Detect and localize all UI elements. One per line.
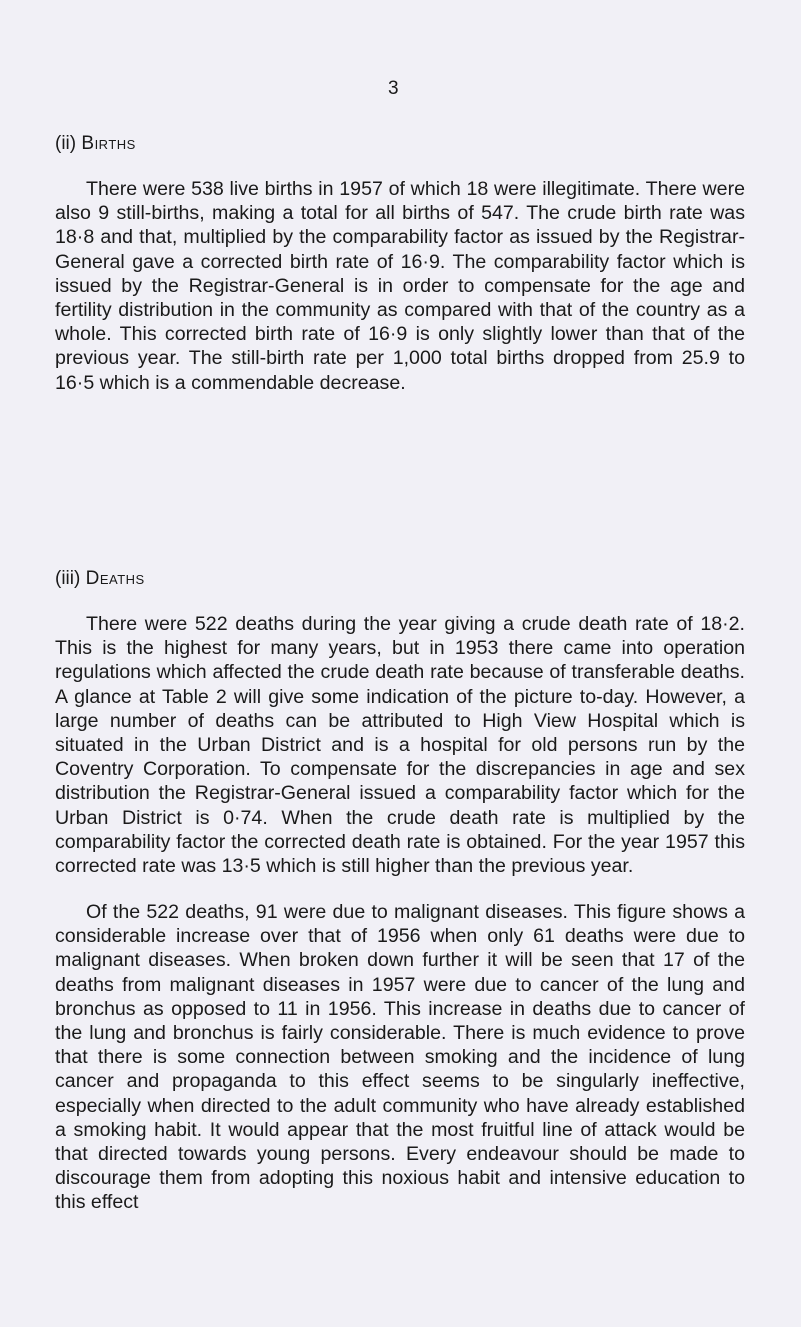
section-title: Deaths bbox=[85, 568, 145, 589]
section-number: (ii) bbox=[55, 133, 77, 154]
deaths-paragraph-1: There were 522 deaths during the year giving a crude death rate of 18·2. This is the highest for many years, but in 1953 there came into operation regulations which affected the crude death rate because of transferable deaths. A glance at Table 2 will give some indication of the picture to-day. However, a large number of deaths can be attributed to High View Hospital which is situated in the Urban District and is a hospital for old persons run by the Coventry Corporation. To compensate for the discrepancies in age and sex distribution the Registrar-General issued a comparability factor which for the Urban District is 0·74. When the crude death rate is multiplied by the comparability factor the corrected death rate is obtained. For the year 1957 this corrected rate was 13·5 which is still higher than the previous year. bbox=[55, 613, 745, 878]
deaths-paragraph-2: Of the 522 deaths, 91 were due to malignant diseases. This figure shows a considerable increase over that of 1956 when only 61 deaths were due to malignant diseases. When broken down further it will be seen that 17 of the deaths from malignant diseases in 1957 were due to cancer of the lung and bronchus as opposed to 11 in 1956. This increase in deaths due to cancer of the lung and bronchus is fairly considerable. There is much evidence to prove that there is some connection between smoking and the incidence of lung cancer and propaganda to this effect seems to be singularly ineffective, especially when directed to the adult community who have already established a smoking habit. It would appear that the most fruitful line of attack would be that directed towards young persons. Every endeavour should be made to discourage them from adopting this noxious habit and intensive education to this effect bbox=[55, 901, 745, 1214]
section-number: (iii) bbox=[55, 568, 81, 589]
section-heading-births bbox=[55, 133, 136, 155]
births-paragraph: There were 538 live births in 1957 of which 18 were illegitimate. There were also 9 still-births, making a total for all births of 547. The crude birth rate was 18·8 and that, multiplied by the comparability factor as issued by the Registrar-General gave a corrected birth rate of 16·9. The comparability factor which is issued by the Registrar-General is in order to compensate for the age and fertility distribution in the community as compared with that of the country as a whole. This corrected birth rate of 16·9 is only slightly lower than that of the previous year. The still-birth rate per 1,000 total births dropped from 25.9 to 16·5 which is a commendable decrease. bbox=[55, 178, 745, 394]
section-heading-deaths bbox=[55, 568, 145, 590]
section-title: Births bbox=[81, 133, 136, 154]
page-number: 3 bbox=[388, 78, 399, 99]
